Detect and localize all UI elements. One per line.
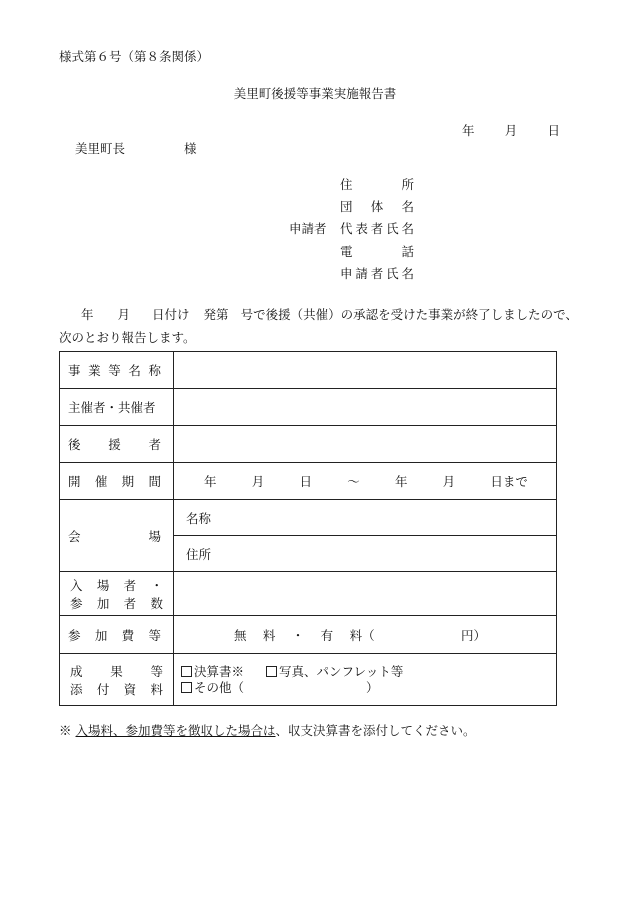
fee-field[interactable]: 無 料 ・ 有 料（ 円） bbox=[174, 616, 557, 654]
event-name-label: 事 業 等 名 称 bbox=[60, 352, 174, 389]
date-month: 月 bbox=[504, 123, 518, 138]
checkbox-icon[interactable] bbox=[181, 666, 192, 677]
results-label: 成 果 等 添 付 資 料 bbox=[60, 654, 174, 706]
note-underlined: 入場料、参加費等を徴収した場合は bbox=[75, 723, 276, 738]
supporter-field[interactable] bbox=[174, 426, 557, 463]
applicant-name-label: 申 請 者 氏 名 bbox=[340, 266, 414, 281]
event-name-field[interactable] bbox=[174, 352, 557, 389]
fee-label: 参 加 費 等 bbox=[60, 616, 174, 654]
form-number: 様式第６号（第８条関係） bbox=[59, 49, 210, 64]
report-table bbox=[59, 351, 557, 706]
organizer-label: 主催者・共催者 bbox=[60, 389, 174, 426]
applicant-phone-label: 電 話 bbox=[340, 244, 414, 259]
supporter-label: 後 援 者 bbox=[60, 426, 174, 463]
footnote bbox=[59, 721, 476, 739]
date-day: 日 bbox=[547, 123, 560, 138]
checkbox-photo[interactable]: 写真、パンフレット等 bbox=[266, 664, 403, 679]
body-line-1: 年 月 日付け 発第 号で後援（共催）の承認を受けた事業が終了しましたので、 bbox=[81, 307, 578, 322]
note-rest: 、収支決算書を添付してください。 bbox=[275, 723, 476, 738]
body-line-2: 次のとおり報告します。 bbox=[59, 330, 196, 345]
applicant-group-label: 団 体 名 bbox=[340, 199, 414, 214]
applicant-prefix: 申請者 bbox=[289, 221, 327, 236]
venue-name-field[interactable]: 名称 bbox=[174, 500, 557, 536]
checkbox-icon[interactable] bbox=[181, 682, 192, 693]
venue-label: 会 場 bbox=[60, 500, 174, 572]
venue-address-field[interactable]: 住所 bbox=[174, 536, 557, 572]
page-title: 美里町後援等事業実施報告書 bbox=[233, 86, 397, 101]
organizer-field[interactable] bbox=[174, 389, 557, 426]
date-year: 年 bbox=[462, 123, 475, 138]
checkbox-other[interactable]: その他（ bbox=[181, 680, 244, 695]
date-line bbox=[462, 121, 560, 139]
other-close: ） bbox=[366, 679, 379, 695]
checkbox-icon[interactable] bbox=[266, 666, 277, 677]
applicant-address-label: 住 所 bbox=[340, 177, 414, 192]
addressee-honorific: 様 bbox=[184, 141, 197, 156]
addressee: 美里町長 bbox=[75, 141, 126, 156]
applicant-representative-label: 代 表 者 氏 名 bbox=[340, 221, 414, 236]
attendees-label: 入 場 者 ・ 参 加 者 数 bbox=[60, 572, 174, 616]
period-field[interactable]: 年 月 日 ～ 年 月 日まで bbox=[174, 463, 557, 500]
period-label: 開 催 期 間 bbox=[60, 463, 174, 500]
checkbox-budget[interactable]: 決算書※ bbox=[181, 664, 244, 679]
note-mark: ※ bbox=[59, 723, 72, 738]
attendees-field[interactable] bbox=[174, 572, 557, 616]
results-field bbox=[174, 654, 557, 706]
